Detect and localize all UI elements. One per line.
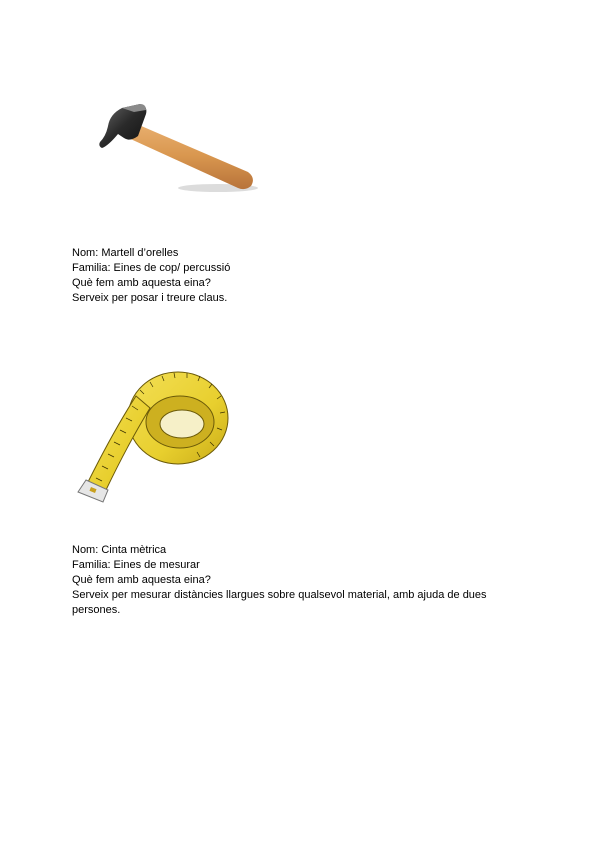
tool-answer: Serveix per posar i treure claus. [72, 292, 228, 304]
tool-question: Què fem amb aquesta eina? [72, 574, 211, 586]
tool-question: Què fem amb aquesta eina? [72, 277, 211, 289]
tool-description-tape [72, 543, 512, 618]
tool-name: Nom: Cinta mètrica [72, 544, 167, 556]
measuring-tape-image [70, 360, 230, 510]
tool-description-hammer [72, 246, 230, 306]
tool-answer: Serveix per mesurar distàncies llargues sobre qualsevol material, amb ajuda de dues persones. [72, 589, 487, 616]
tool-family: Familia: Eines de cop/ percussió [72, 262, 231, 274]
tool-family: Familia: Eines de mesurar [72, 559, 200, 571]
hammer-image [88, 96, 258, 196]
tool-name: Nom: Martell d’orelles [72, 247, 179, 259]
